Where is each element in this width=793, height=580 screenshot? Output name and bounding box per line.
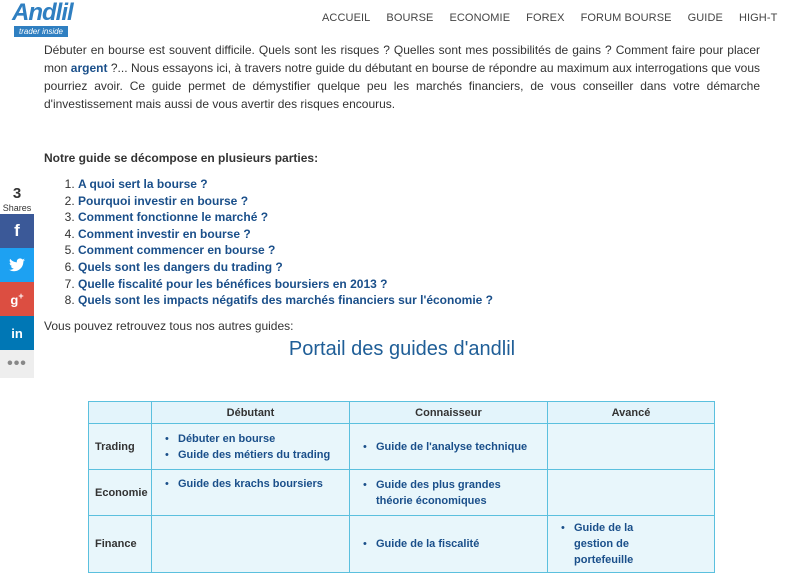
site-header	[0, 0, 778, 40]
list-item	[376, 536, 547, 552]
argent-link[interactable]: argent	[70, 61, 108, 75]
table-header-row	[89, 402, 715, 424]
toc-link-8-prefix[interactable]: Quels sont	[78, 293, 144, 308]
guide-link[interactable]: Guide de la fiscalité	[376, 538, 480, 550]
linkedin-icon: in	[11, 325, 23, 341]
row-label-finance: Finance	[89, 516, 152, 573]
share-bar	[0, 186, 34, 378]
linkedin-share-button[interactable]	[0, 316, 34, 350]
twitter-share-button[interactable]	[0, 248, 34, 282]
toc-link-5[interactable]: Comment commencer en bourse ?	[78, 243, 276, 258]
list-item	[376, 439, 547, 455]
toc-item	[78, 226, 760, 243]
cell-trading-connaisseur	[350, 424, 548, 470]
guide-link[interactable]: Guide des krachs boursiers	[178, 478, 323, 490]
row-label-trading: Trading	[89, 424, 152, 470]
list-item	[376, 477, 547, 509]
site-logo[interactable]	[12, 0, 73, 40]
list-item	[574, 520, 714, 568]
toc-item	[78, 176, 760, 193]
cell-finance-avance	[548, 516, 715, 573]
toc-link-6[interactable]: Quels sont les dangers du trading ?	[78, 259, 283, 274]
twitter-icon	[9, 258, 25, 272]
share-count: 3	[12, 185, 22, 202]
toc-item	[78, 209, 760, 226]
table-row	[89, 516, 715, 573]
intro-text-2: ?... Nous essayons ici, à travers notre guide du débutant en bourse de répondre au maximum aux interrogations que vous pourriez avoir. Ce guide permet de démystifier quelque peu les marchés financiers, de vous conseiller dans votre démarche d'investissement mais aussi de vous avertir des risques encourus.	[44, 61, 761, 111]
cell-trading-debutant	[152, 424, 350, 470]
guide-link[interactable]: Guide de la gestion de portefeuille	[574, 522, 634, 566]
logo-tagline: trader inside	[14, 26, 68, 37]
toc-item	[78, 193, 760, 210]
table-row	[89, 424, 715, 470]
more-share-button[interactable]	[0, 350, 34, 378]
list-item	[178, 447, 349, 463]
cell-finance-debutant	[152, 516, 350, 573]
toc-item	[78, 242, 760, 259]
logo-wordmark: Andlil	[12, 0, 73, 26]
toc-link-3[interactable]: Comment fonctionne le marché ?	[78, 210, 269, 225]
toc-link-4[interactable]: Comment investir en bourse ?	[78, 226, 251, 241]
nav-bourse[interactable]: BOURSE	[386, 12, 434, 24]
toc-item	[78, 276, 760, 293]
guide-link[interactable]: Guide des plus grandes théorie économiques	[376, 478, 501, 507]
cell-economie-debutant	[152, 470, 350, 516]
main-nav	[322, 12, 793, 24]
nav-high-tech[interactable]: HIGH-T	[738, 12, 778, 24]
table-header-debutant: Débutant	[152, 402, 350, 424]
cell-economie-connaisseur	[350, 470, 548, 516]
cell-trading-avance	[548, 424, 715, 470]
guide-toc	[44, 176, 760, 309]
guide-parts-heading: Notre guide se décompose en plusieurs parties:	[44, 151, 319, 165]
other-guides-text: Vous pouvez retrouvez tous nos autres guides:	[44, 318, 294, 333]
google-plus-icon: g+	[10, 290, 24, 308]
guide-link[interactable]: Guide de l'analyse technique	[376, 440, 528, 453]
cell-finance-connaisseur	[350, 516, 548, 573]
portal-title: Portail des guides d'andlil	[288, 338, 516, 360]
cell-economie-avance	[548, 470, 715, 516]
guide-link[interactable]: Débuter en bourse	[178, 432, 276, 445]
nav-accueil[interactable]: ACCUEIL	[322, 12, 371, 24]
toc-link-7[interactable]: Quelle fiscalité pour les bénéfices boursiers en 2013 ?	[78, 276, 388, 291]
facebook-icon: f	[14, 221, 20, 240]
table-header-connaisseur: Connaisseur	[350, 402, 548, 424]
guide-link[interactable]: Guide des métiers du trading	[178, 448, 331, 461]
table-row	[89, 470, 715, 516]
facebook-share-button[interactable]	[0, 214, 34, 248]
guides-table	[88, 401, 715, 573]
intro-paragraph	[44, 41, 760, 113]
toc-link-8[interactable]: les impacts négatifs des marchés financiers sur l'économie ?	[143, 293, 493, 308]
toc-item	[78, 259, 760, 276]
more-icon: •••	[7, 355, 27, 372]
toc-link-1[interactable]: A quoi sert la bourse ?	[78, 177, 208, 191]
share-label: Shares	[2, 203, 32, 213]
intro-text-1: Débuter en bourse est souvent difficile. Quels sont les risques ? Quelles sont mes possibilités de gains ? Comment faire pour placer mon	[44, 43, 760, 75]
list-item	[178, 431, 349, 447]
nav-forum-bourse[interactable]: FORUM BOURSE	[580, 12, 672, 24]
toc-link-2[interactable]: Pourquoi investir en bourse ?	[78, 193, 249, 208]
nav-forex[interactable]: FOREX	[526, 12, 565, 24]
article-content	[44, 41, 761, 360]
share-counter	[0, 186, 34, 214]
table-header-avance: Avancé	[548, 402, 715, 424]
list-item	[178, 476, 349, 492]
row-label-economie: Economie	[89, 470, 152, 516]
table-header-empty	[89, 402, 152, 424]
nav-economie[interactable]: ECONOMIE	[449, 12, 511, 24]
google-plus-share-button[interactable]	[0, 282, 34, 316]
toc-item	[78, 292, 760, 309]
nav-guide[interactable]: GUIDE	[687, 12, 723, 24]
